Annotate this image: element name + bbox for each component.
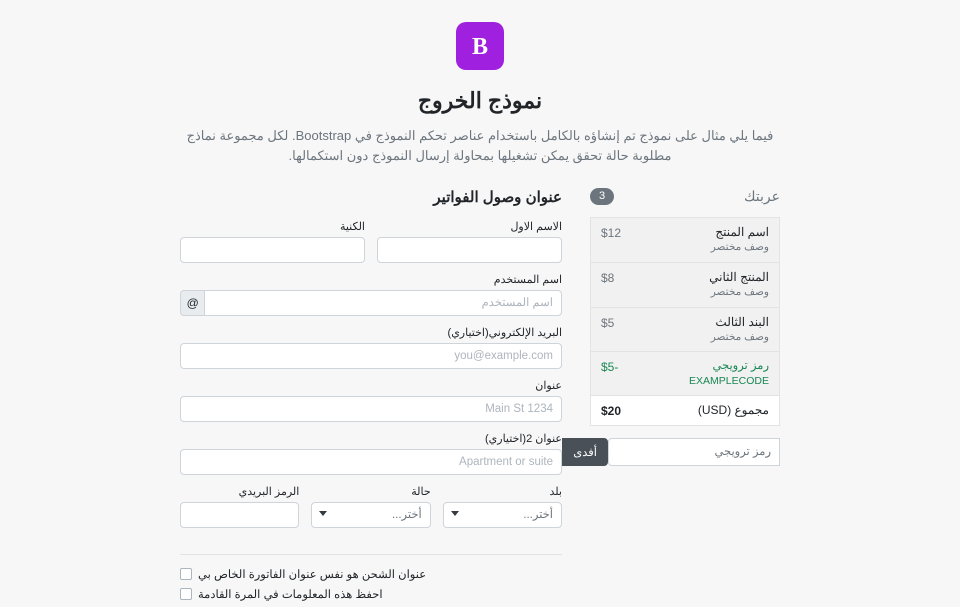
username-label: اسم المستخدم <box>493 274 562 287</box>
cart-item-name: اسم المنتج <box>715 225 769 240</box>
bootstrap-logo-icon <box>456 22 504 70</box>
cart-total-info <box>698 403 769 418</box>
country-select-wrap <box>443 502 562 528</box>
zip-field <box>180 485 299 528</box>
form-divider <box>180 554 562 555</box>
username-field <box>180 273 562 316</box>
country-field <box>443 485 562 528</box>
shipping-same-checkbox[interactable] <box>180 568 192 580</box>
page-lead-text: فيما يلي مثال على نموذج تم إنشاؤه بالكامل باستخدام عناصر تحكم النموذج في Bootstrap. لكل مجموعة نماذج مطلوبة حالة تحقق يمكن تشغيلها بمحاولة إرسال النموذج دون استكمالها. <box>186 128 774 164</box>
address-label: عنوان <box>535 380 562 393</box>
state-field <box>311 485 430 528</box>
billing-address-title: عنوان وصول الفواتير <box>433 189 562 207</box>
cart-total-label: مجموع (USD) <box>697 403 769 418</box>
username-input-group <box>180 290 562 316</box>
save-info-row <box>180 587 562 601</box>
list-item <box>590 217 780 262</box>
cart-item-name: البند الثالث <box>715 314 769 329</box>
address-input[interactable] <box>180 396 562 422</box>
at-sign-icon: @ <box>180 290 204 316</box>
save-info-checkbox[interactable] <box>180 588 192 600</box>
shipping-same-label: عنوان الشحن هو نفس عنوان الفاتورة الخاص بي <box>198 569 427 582</box>
cart-item-price: $8 <box>601 270 615 285</box>
address2-label: عنوان 2(اختياري) <box>485 433 562 446</box>
cart-item-name: المنتج الثاني <box>709 269 769 284</box>
promo-code-input[interactable] <box>608 438 780 466</box>
cart-total-value: $20 <box>601 404 622 419</box>
zip-label: الرمز البريدي <box>238 486 300 499</box>
promo-item-code: EXAMPLECODE <box>689 374 769 387</box>
page-title: نموذج الخروج <box>417 88 543 113</box>
cart-count-badge: 3 <box>590 188 614 205</box>
cart-header <box>590 188 780 205</box>
state-select[interactable]: أختر... <box>311 502 430 528</box>
first-name-input[interactable] <box>377 237 562 263</box>
cart-item-desc: وصف مختصر <box>710 330 769 343</box>
email-field <box>180 326 562 369</box>
cart-total-row <box>590 395 780 426</box>
email-input[interactable] <box>180 343 562 369</box>
redeem-promo-button[interactable]: أفدى <box>562 438 608 466</box>
zip-input[interactable] <box>180 502 299 528</box>
cart-title: عربتك <box>744 188 780 205</box>
last-name-field <box>180 220 365 263</box>
billing-form-column <box>180 188 562 607</box>
cart-item-info <box>711 225 769 255</box>
promo-item-name: رمز ترويجي <box>712 360 769 373</box>
country-select[interactable]: أختر... <box>443 502 562 528</box>
state-label: حالة <box>411 486 431 499</box>
address2-field <box>180 432 562 475</box>
country-state-zip-row <box>180 485 562 538</box>
state-select-wrap <box>311 502 430 528</box>
list-item <box>590 262 780 307</box>
cart-list <box>590 217 780 426</box>
last-name-label: الكنية <box>339 221 365 234</box>
promo-item-price: -$5 <box>601 360 619 375</box>
promo-code-form <box>573 438 780 466</box>
promo-item-info <box>689 359 769 388</box>
address2-input[interactable] <box>180 449 562 475</box>
last-name-input[interactable] <box>180 237 365 263</box>
page-header <box>0 0 960 166</box>
svg-text:B: B <box>471 34 489 60</box>
list-item-promo <box>590 351 780 395</box>
list-item <box>590 307 780 352</box>
cart-item-info <box>709 270 769 300</box>
address-field <box>180 379 562 422</box>
checkout-content <box>180 188 780 607</box>
first-name-field <box>377 220 562 263</box>
cart-column <box>573 188 780 607</box>
name-row <box>180 220 562 273</box>
shipping-same-row <box>180 567 562 581</box>
first-name-label: الاسم الاول <box>510 221 562 234</box>
cart-item-info <box>711 315 769 345</box>
cart-item-price: $12 <box>601 226 622 241</box>
email-label: البريد الإلكتروني(اختياري) <box>447 327 562 340</box>
country-label: بلد <box>549 486 562 499</box>
cart-item-desc: وصف مختصر <box>710 285 769 298</box>
cart-item-price: $5 <box>601 315 615 330</box>
cart-item-desc: وصف مختصر <box>710 241 769 254</box>
save-info-label: احفظ هذه المعلومات في المرة القادمة <box>198 589 383 602</box>
username-input[interactable] <box>204 290 562 316</box>
